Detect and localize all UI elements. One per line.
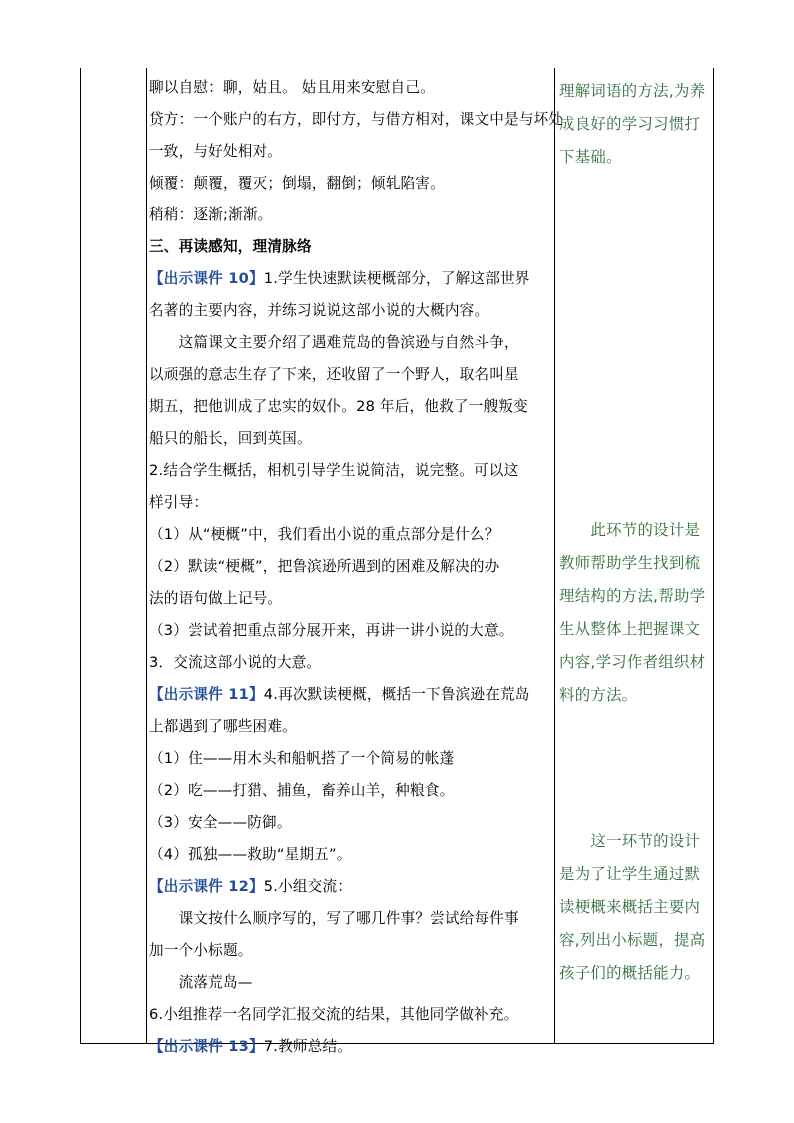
section-heading [149,237,312,257]
courseware-tag: 【出示课件 12】 [149,878,264,895]
table-divider-2 [554,68,555,1044]
text-line-content: 样引导： [149,494,209,511]
text-line-content: 以顽强的意志生存了下来，还收留了一个野人，取名叫星 [149,366,519,383]
text-line-content: 7.教师总结。 [263,1038,353,1055]
text-line-content: 流落荒岛— [149,974,253,991]
text-line [149,589,282,609]
text-line [149,142,282,162]
design-note-line: 读梗概来概括主要内 [559,898,701,916]
design-note-line: 下基础。 [559,148,622,166]
text-line-content: 6.小组推荐一名同学汇报交流的结果，其他同学做补充。 [149,1006,519,1023]
table-border-right [713,68,714,1044]
text-line-content: 4.再次默读梗概，概括一下鲁滨逊在荒岛 [263,686,530,703]
text-line [149,653,321,673]
table-border-left [80,68,81,1044]
text-line [149,845,352,865]
text-line-content: 贷方：一个账户的右方，即付方，与借方相对，课文中是与坏处 [149,111,564,128]
text-line-content: （4）孤独——救助“星期五”。 [149,846,352,863]
text-line-content: 三、再读感知，理清脉络 [149,238,312,255]
courseware-tag: 【出示课件 11】 [149,686,264,703]
text-line-content: 期五，把他训成了忠实的奴仆。28 年后，他救了一艘叛变 [149,398,528,415]
text-line-content: （2）默读“梗概”，把鲁滨逊所遇到的困难及解决的办 [149,558,500,575]
text-line-content: 5.小组交流： [263,878,353,895]
text-line [149,333,519,353]
text-line-content: （1）从“梗概”中，我们看出小说的重点部分是什么？ [149,526,500,543]
text-line [149,941,253,961]
text-line [149,909,519,929]
lesson-table [80,68,714,1055]
design-note-line: 理解词语的方法,为养 [559,82,706,100]
text-line [149,301,489,321]
text-line-content: 课文按什么顺序写的，写了哪几件事？尝试给每件事 [149,910,519,927]
text-line [149,205,272,225]
text-line [149,429,312,449]
text-line [149,717,297,737]
text-line [149,1005,518,1025]
text-line [149,813,292,833]
text-line [149,621,514,641]
text-line [149,557,499,577]
text-line-content: 一致，与好处相对。 [149,143,283,160]
text-line [149,174,445,194]
design-note-line: 容,列出小标题，提高 [559,931,706,949]
text-line [149,1037,352,1057]
text-line [149,397,528,417]
table-divider-1 [146,68,147,1044]
text-line [149,781,454,801]
courseware-tag: 【出示课件 13】 [149,1038,264,1055]
text-line [149,110,563,130]
design-note-line: 教师帮助学生找到梳 [559,554,701,572]
text-line [149,685,530,705]
text-line-content: 稍稍：逐渐;渐渐。 [149,206,273,223]
text-line [149,493,208,513]
text-line [149,973,253,993]
design-note-line: 这一环节的设计 [559,832,701,850]
design-note-line: 是为了让学生通过默 [559,865,701,883]
courseware-tag: 【出示课件 10】 [149,270,264,287]
text-line [149,269,530,289]
design-note-line: 内容,学习作者组织材 [559,653,706,671]
design-note-line: 孩子们的概括能力。 [559,964,701,982]
design-note-line: 生从整体上把握课文 [559,620,701,638]
text-line-content: 上都遇到了哪些困难。 [149,718,297,735]
design-note-line: 理结构的方法,帮助学 [559,587,706,605]
text-line-content: 3．交流这部小说的大意。 [149,654,322,671]
text-line-content: （2）吃——打猎、捕鱼，畜养山羊，种粮食。 [149,782,455,799]
text-line-content: 这篇课文主要介绍了遇难荒岛的鲁滨逊与自然斗争， [149,334,519,351]
design-note-line: 成良好的学习习惯打 [559,115,701,133]
text-line [149,461,518,481]
text-line-content: 法的语句做上记号。 [149,590,283,607]
text-line-content: （1）住——用木头和船帆搭了一个简易的帐蓬 [149,750,455,767]
text-line-content: 1.学生快速默读梗概部分，了解这部世界 [263,270,530,287]
text-line [149,877,352,897]
design-note-line: 料的方法。 [559,686,638,704]
text-line-content: 2.结合学生概括，相机引导学生说简洁，说完整。可以这 [149,462,519,479]
text-line-content: 倾覆：颠覆，覆灭；倒塌，翻倒；倾轧陷害。 [149,175,445,192]
text-line-content: 船只的船长，回到英国。 [149,430,312,447]
text-line-content: （3）安全——防御。 [149,814,292,831]
text-line [149,365,519,385]
design-note-line: 此环节的设计是 [559,521,701,539]
text-line-content: 加一个小标题。 [149,942,253,959]
text-line-content: （3）尝试着把重点部分展开来，再讲一讲小说的大意。 [149,622,514,639]
text-line-content: 聊以自慰：聊，姑且。 姑且用来安慰自己。 [149,79,435,96]
text-line-content: 名著的主要内容，并练习说说这部小说的大概内容。 [149,302,490,319]
text-line [149,525,499,545]
text-line [149,749,454,769]
text-line [149,78,435,98]
